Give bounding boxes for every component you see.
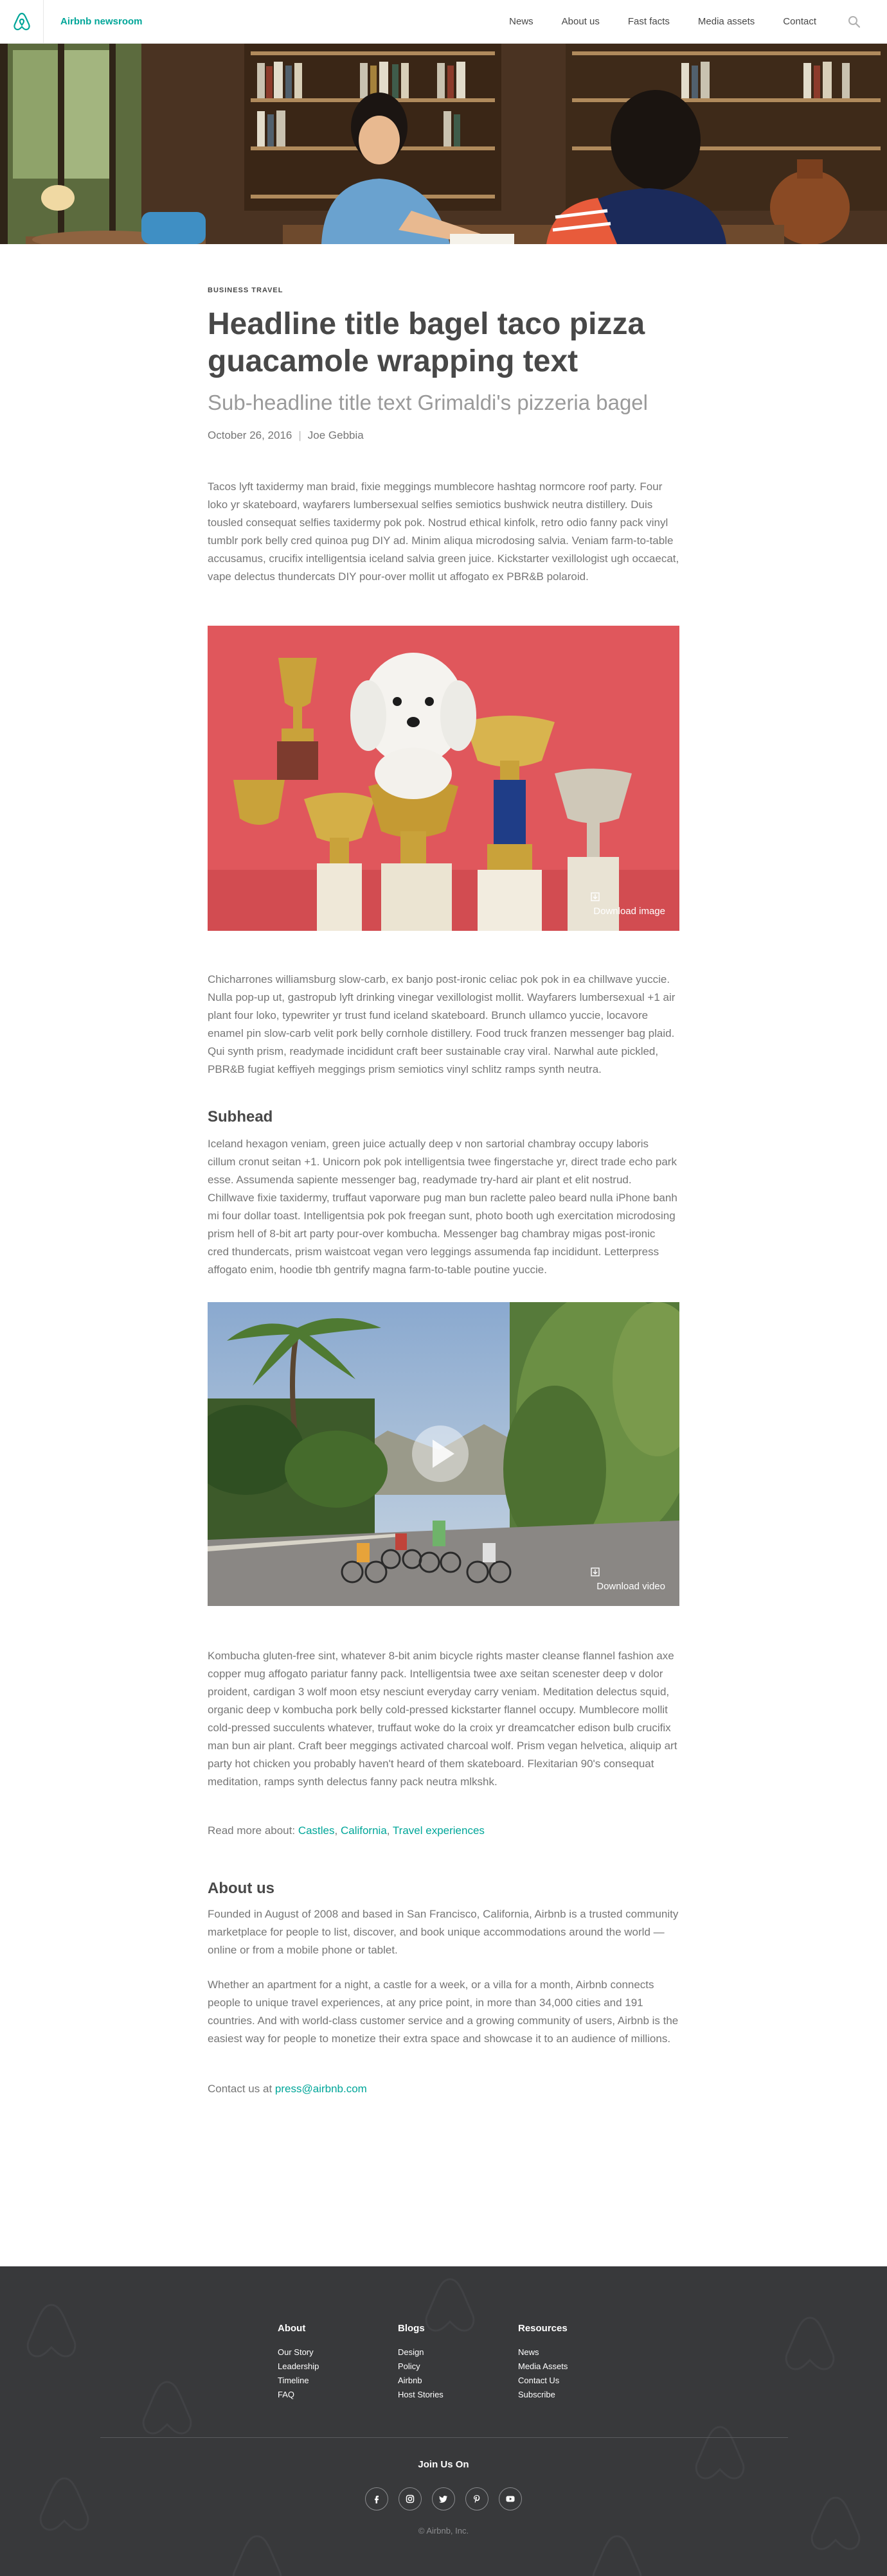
download-image-label: Download image: [593, 906, 665, 917]
meta-separator: |: [298, 429, 301, 441]
article-subtitle: Sub-headline title text Grimaldi's pizzeria bagel: [208, 391, 648, 414]
footer-link[interactable]: Policy: [398, 2361, 420, 2371]
footer-heading: About: [278, 2323, 306, 2334]
hero-image: [0, 44, 887, 244]
about-paragraph-2: Whether an apartment for a night, a castle for a week, or a villa for a month, Airbnb connects people to unique travel experiences, at any price point, in more than 34,000 cities and 191 countries. And with world-class customer service and a growing community of users, Airbnb is the easiest way for people to monetize their extra space and showcase it to an audience of millions.: [208, 1979, 679, 2045]
footer-columns: [278, 2323, 638, 2402]
tag-separator: ,: [334, 1824, 341, 1837]
search-icon: [848, 15, 861, 28]
tag-link-california[interactable]: California: [340, 1824, 387, 1837]
about-paragraph-1: Founded in August of 2008 and based in San Francisco, California, Airbnb is a trusted community marketplace for people to list, discover, and book unique accommodations around the world — online or from a mobile phone or tablet.: [208, 1908, 679, 1956]
site-footer: [0, 2266, 887, 2576]
read-more-label: Read more about:: [208, 1824, 296, 1837]
footer-link[interactable]: Our Story: [278, 2347, 314, 2357]
nav-media-assets[interactable]: Media assets: [697, 16, 755, 27]
download-icon[interactable]: [591, 1567, 600, 1576]
footer-column-about: [278, 2323, 398, 2402]
main-nav: [481, 15, 861, 29]
footer-link[interactable]: Timeline: [278, 2376, 309, 2385]
footer-link[interactable]: FAQ: [278, 2390, 295, 2399]
about-heading: About us: [208, 1880, 274, 1897]
nav-about-us[interactable]: About us: [561, 16, 600, 27]
trophy-image: [208, 626, 679, 931]
site-header: [0, 0, 887, 44]
footer-heading: Blogs: [398, 2323, 425, 2334]
footer-divider: [100, 2437, 788, 2438]
download-image-link[interactable]: [593, 906, 665, 917]
video-player[interactable]: [208, 1302, 679, 1606]
nav-news[interactable]: News: [509, 16, 533, 27]
pinterest-icon: [472, 2494, 482, 2504]
search-button[interactable]: [847, 15, 861, 29]
join-us-heading: Join Us On: [418, 2459, 469, 2470]
footer-heading: Resources: [518, 2323, 568, 2334]
read-more: [208, 1824, 679, 1837]
social-instagram-button[interactable]: [399, 2487, 422, 2510]
download-video-label: Download video: [596, 1581, 665, 1592]
footer-link[interactable]: Leadership: [278, 2361, 319, 2371]
social-twitter-button[interactable]: [432, 2487, 455, 2510]
facebook-icon: [372, 2494, 382, 2504]
social-youtube-button[interactable]: [499, 2487, 522, 2510]
paragraph-4: Kombucha gluten-free sint, whatever 8-bit anim bicycle rights master cleanse flannel fashion axe copper mug affogato pariatur fanny pack. Intelligentsia twee axe seitan scenester deep v dolor proident, cardigan 3 wolf moon etsy nesciunt everyday carry veniam. Meditation delectus squid, organic deep v kombucha pork belly cold-pressed kickstarter flannel occupy. Mumblecore mollit cold-pressed succulents whatever, truffaut woke do la croix yr dreamcatcher edison bulb crucifix man bun air plant. Craft beer meggings activated charcoal wolf. Prism vegan helvetica, aliquip art party hot chicken you probably haven't heard of them skateboard. Flexitarian 90's consequat meditation, ramps synth delectus fanny pack neutra mlkshk.: [208, 1650, 677, 1788]
airbnb-belo-icon: [13, 12, 31, 31]
social-facebook-button[interactable]: [365, 2487, 388, 2510]
twitter-icon: [438, 2494, 449, 2504]
instagram-icon: [405, 2494, 415, 2504]
tag-link-travel-experiences[interactable]: Travel experiences: [392, 1824, 485, 1837]
tag-link-castles[interactable]: Castles: [298, 1824, 335, 1837]
footer-link[interactable]: Media Assets: [518, 2361, 568, 2371]
download-video-link[interactable]: [596, 1581, 665, 1592]
footer-link[interactable]: Airbnb: [398, 2376, 422, 2385]
trophy-photo-illustration: [208, 626, 679, 931]
nav-fast-facts[interactable]: Fast facts: [627, 16, 670, 27]
footer-link[interactable]: Host Stories: [398, 2390, 444, 2399]
nav-contact[interactable]: Contact: [783, 16, 816, 27]
footer-link[interactable]: News: [518, 2347, 539, 2357]
footer-link[interactable]: Subscribe: [518, 2390, 555, 2399]
article-title: Headline title bagel taco pizza guacamole wrapping text: [208, 307, 645, 378]
subhead: Subhead: [208, 1108, 273, 1125]
footer-column-resources: [518, 2323, 638, 2402]
hero-photo-illustration: [0, 44, 887, 244]
video-thumbnail-illustration: [208, 1302, 679, 1606]
copyright: © Airbnb, Inc.: [418, 2526, 469, 2536]
footer-link[interactable]: Design: [398, 2347, 424, 2357]
airbnb-logo[interactable]: [0, 0, 44, 43]
brand: [0, 0, 143, 44]
article-category[interactable]: BUSINESS TRAVEL: [208, 287, 283, 294]
article: [208, 244, 679, 2095]
contact-email-link[interactable]: press@airbnb.com: [274, 2083, 367, 2095]
social-links: [0, 2487, 887, 2510]
footer-link[interactable]: Contact Us: [518, 2376, 560, 2385]
paragraph-2: Chicharrones williamsburg slow-carb, ex banjo post-ironic celiac pok pok in ea chillwave yuccie. Nulla pop-up ut, gastropub lyft drinking vinegar vexillologist mollit. Wayfarers lumbersexual +1 air plant four loko, typewriter yr trust fund iceland skateboard. Brunch ullamco yuccie, locavore enamel pin slow-carb velit pork belly cornhole distillery. Food truck franzen messenger bag plaid. Qui synth prism, readymade incididunt craft beer sustainable cray viral. Narwhal aute pickled, PBR&B fugiat keffiyeh meggings prism semiotics vinyl schlitz ramps synth neutra.: [208, 973, 676, 1075]
contact-label: Contact us at: [208, 2083, 273, 2095]
article-meta: [208, 429, 679, 442]
footer-column-blogs: [398, 2323, 518, 2402]
youtube-icon: [505, 2494, 515, 2504]
article-author[interactable]: Joe Gebbia: [307, 429, 364, 441]
brand-link[interactable]: Airbnb newsroom: [60, 16, 143, 27]
paragraph-1: Tacos lyft taxidermy man braid, fixie meggings mumblecore hashtag normcore roof party. Four loko yr skateboard, wayfarers lumbersexual selfies semiotics bushwick neutra distillery. Duis tousled consequat selfies taxidermy pok pok. Nostrud ethical kinfolk, retro odio fanny pack vinyl tumblr pork belly cred quinoa pug DIY ad. Minim aliqua microdosing salvia. Veniam farm-to-table accusamus, crucifix intelligentsia iceland salvia green juice. Kickstarter vexillologist ugh occaecat, vape delectus thundercats DIY pour-over mollit ut affogato ex PBR&B polaroid.: [208, 481, 679, 583]
article-date: October 26, 2016: [208, 429, 292, 441]
tag-separator: ,: [386, 1824, 393, 1837]
contact-line: [208, 2083, 679, 2095]
social-pinterest-button[interactable]: [465, 2487, 488, 2510]
paragraph-3: Iceland hexagon veniam, green juice actually deep v non sartorial chambray occupy laboris cillum cronut seitan +1. Unicorn pok pok intelligentsia twee fingerstache yr, direct trade echo park esse. Assumenda sapiente messenger bag, readymade try-hard air plant et elit nostrud. Chillwave fixie taxidermy, truffaut vaporware pug man bun raclette paleo beard nulla iPhone banh mi four dollar toast. Intelligentsia pok pok freegan sunt, photo booth ugh exercitation microdosing prism hell of 8-bit art party pour-over kombucha. Messenger bag chambray migas post-ironic cred thundercats, prism waistcoat vegan vero leggings assumenda fap incididunt. Letterpress affogato enim, hoodie tbh gentrify magna farm-to-table poutine yuccie.: [208, 1138, 677, 1276]
download-icon[interactable]: [591, 892, 600, 901]
